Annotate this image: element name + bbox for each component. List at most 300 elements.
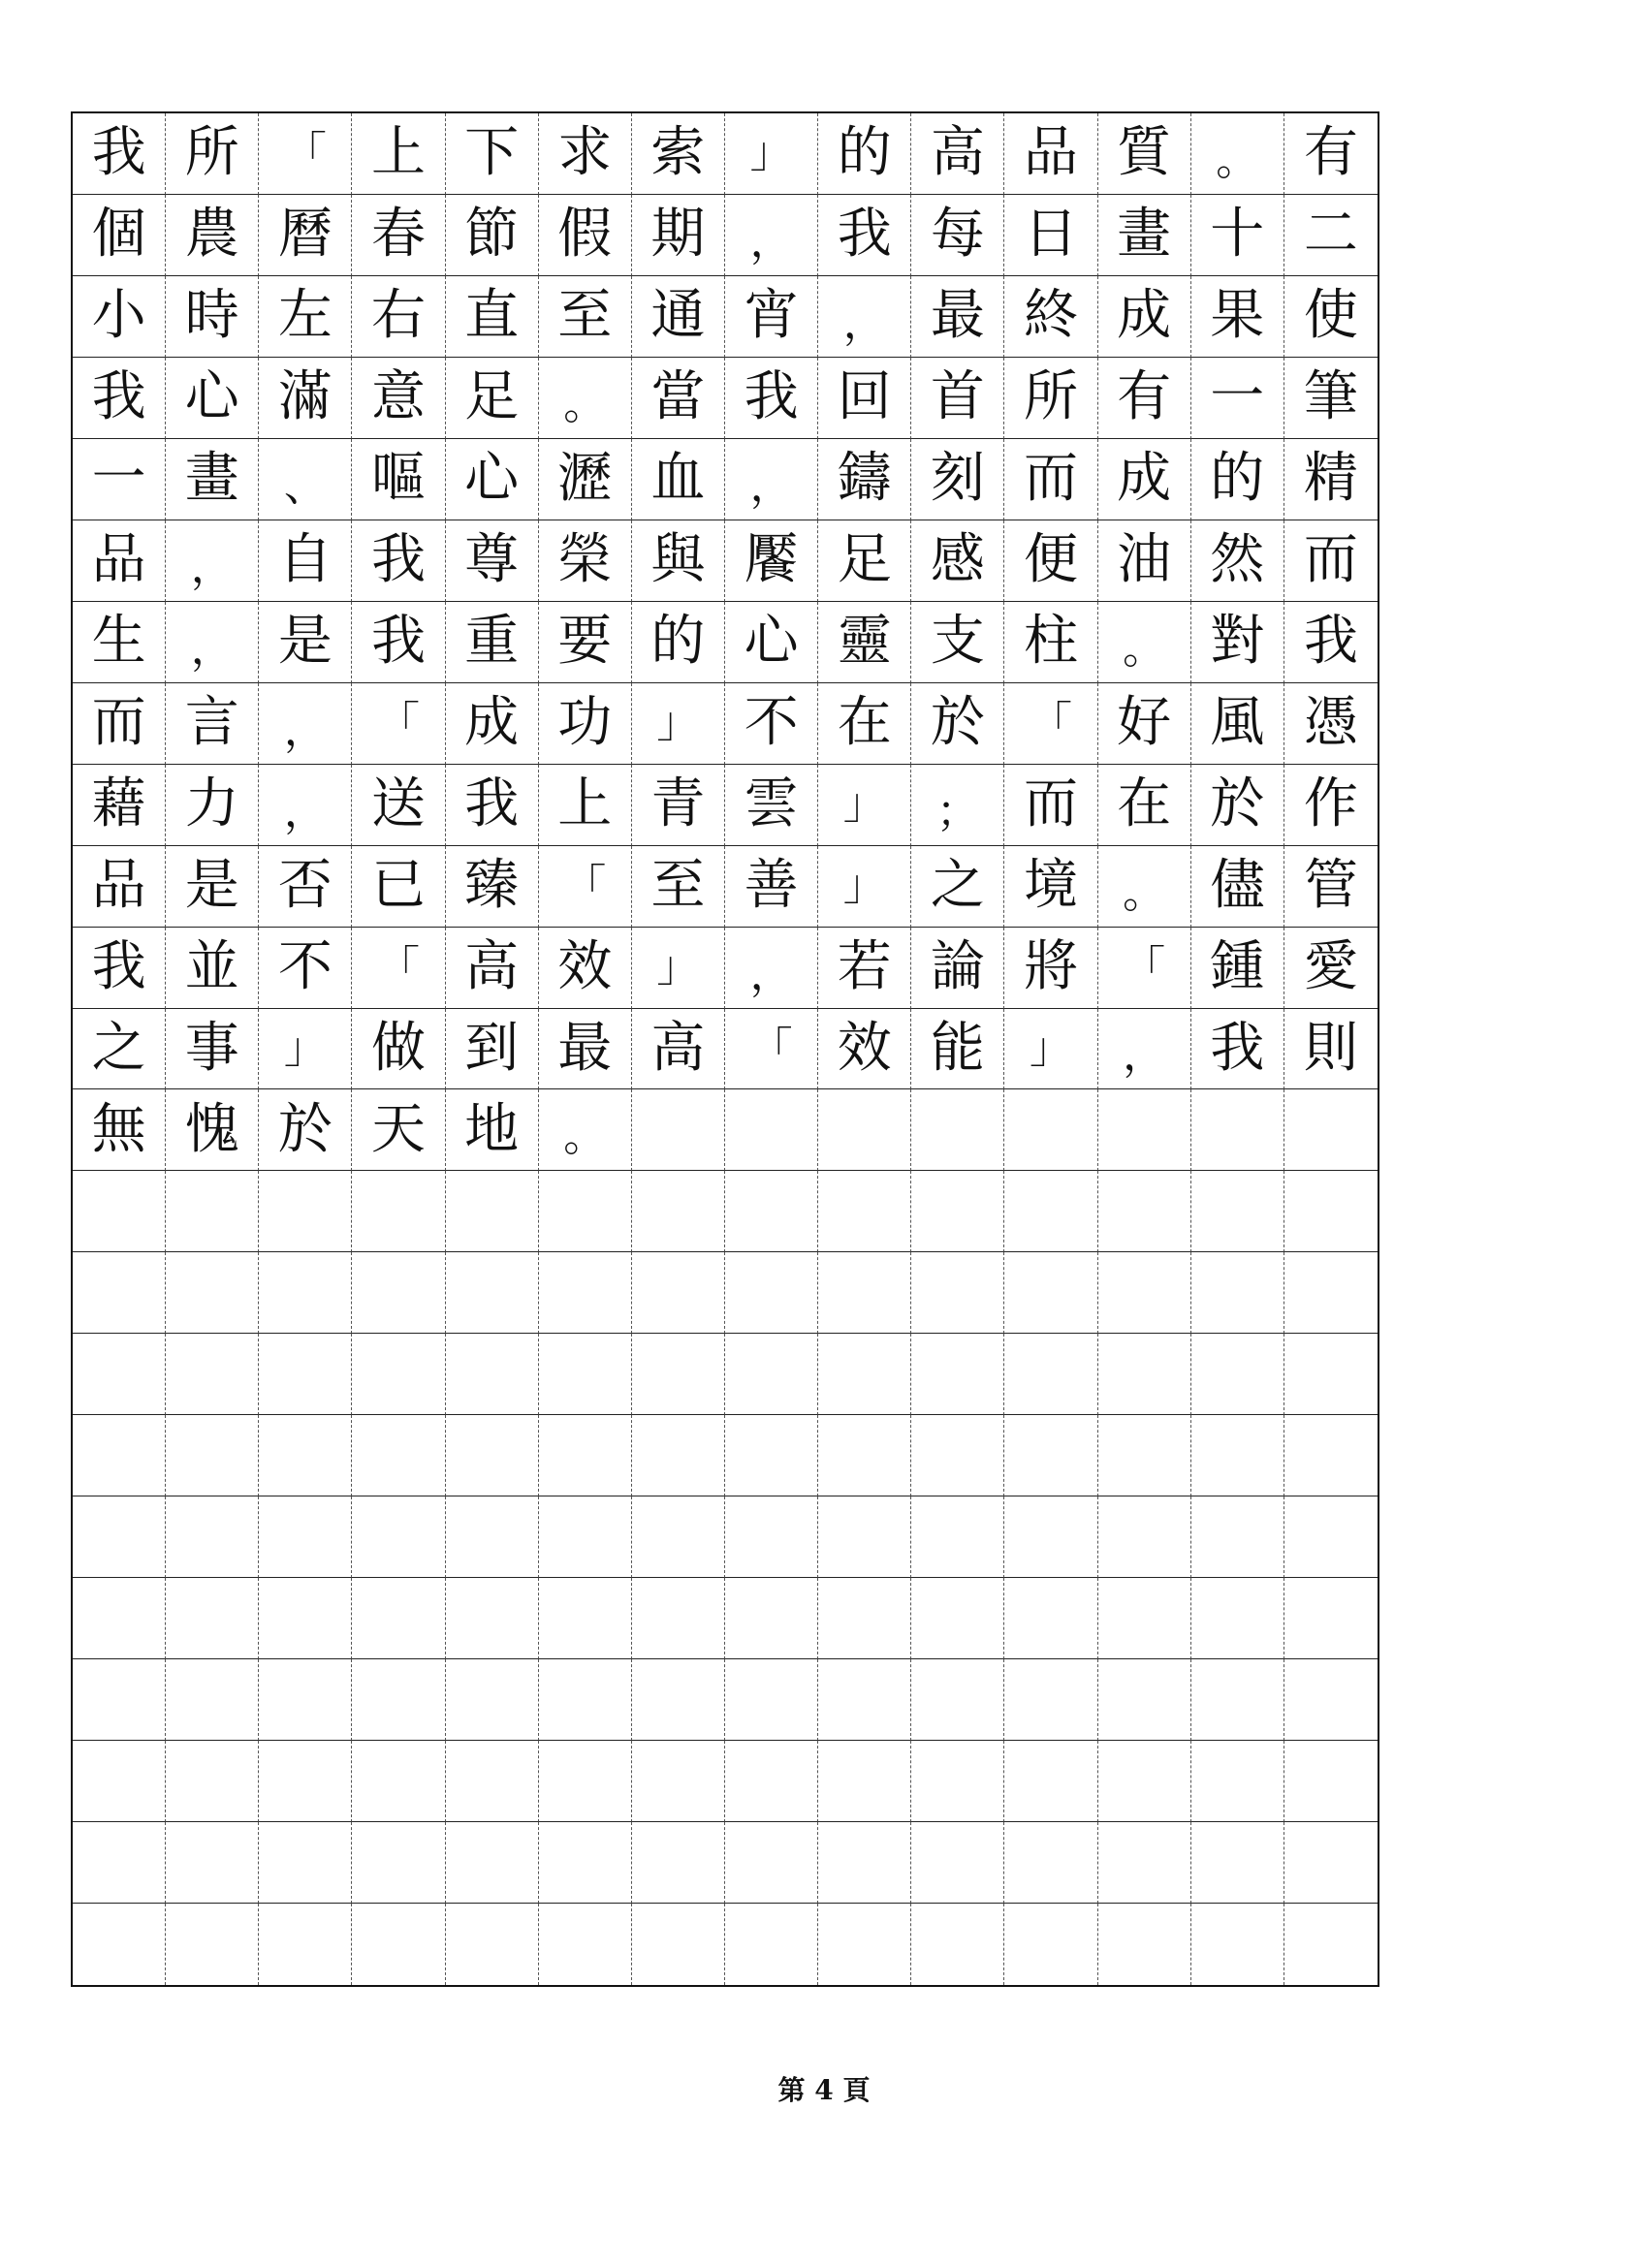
grid-cell (818, 1822, 911, 1904)
grid-character: 。 (539, 358, 632, 439)
grid-character: 效 (539, 928, 632, 1009)
grid-character: 」 (818, 846, 911, 928)
grid-cell (818, 1171, 911, 1252)
grid-cell (911, 1171, 1004, 1252)
grid-cell (725, 1496, 818, 1578)
grid-character: 品 (1004, 113, 1097, 195)
grid-cell (539, 1659, 632, 1741)
grid-character: 尊 (446, 520, 539, 602)
grid-character: 嘔 (352, 439, 445, 520)
grid-cell (1284, 1496, 1378, 1578)
grid-character: 力 (166, 765, 259, 846)
grid-character: 則 (1284, 1009, 1378, 1090)
grid-character: 風 (1191, 683, 1284, 765)
grid-character: 油 (1098, 520, 1191, 602)
grid-character: 有 (1284, 113, 1378, 195)
grid-character: 農 (166, 195, 259, 276)
grid-character: 愛 (1284, 928, 1378, 1009)
grid-cell (1284, 1171, 1378, 1252)
grid-character: ， (725, 928, 818, 1009)
grid-character: 而 (1004, 765, 1097, 846)
grid-cell (725, 1089, 818, 1171)
grid-cell (1004, 1334, 1097, 1415)
grid-cell (911, 1089, 1004, 1171)
grid-character: 雲 (725, 765, 818, 846)
grid-cell (911, 1415, 1004, 1496)
grid-cell (1191, 1904, 1284, 1985)
grid-character: 、 (259, 439, 352, 520)
grid-character: 所 (1004, 358, 1097, 439)
grid-character: 並 (166, 928, 259, 1009)
grid-character: 直 (446, 276, 539, 358)
grid-cell (1191, 1578, 1284, 1659)
grid-cell (539, 1904, 632, 1985)
grid-character: 畫 (1098, 195, 1191, 276)
grid-cell (1004, 1822, 1097, 1904)
grid-character: 地 (446, 1089, 539, 1171)
grid-character: 榮 (539, 520, 632, 602)
grid-cell (1004, 1415, 1097, 1496)
grid-character: 滿 (259, 358, 352, 439)
grid-cell (352, 1904, 445, 1985)
grid-cell (1098, 1334, 1191, 1415)
grid-cell (73, 1659, 166, 1741)
grid-cell (73, 1252, 166, 1334)
grid-character: 愧 (166, 1089, 259, 1171)
grid-cell (352, 1496, 445, 1578)
grid-character: 品 (73, 846, 166, 928)
grid-cell (911, 1578, 1004, 1659)
grid-cell (1191, 1171, 1284, 1252)
grid-cell (1098, 1089, 1191, 1171)
grid-character: 我 (725, 358, 818, 439)
grid-character: ； (911, 765, 1004, 846)
grid-character: 生 (73, 602, 166, 683)
grid-character: 是 (166, 846, 259, 928)
grid-cell (818, 1089, 911, 1171)
grid-cell (818, 1904, 911, 1985)
grid-cell (1098, 1496, 1191, 1578)
grid-character: 時 (166, 276, 259, 358)
grid-cell (632, 1252, 725, 1334)
grid-cell (1191, 1741, 1284, 1822)
grid-cell (166, 1659, 259, 1741)
grid-character: 柱 (1004, 602, 1097, 683)
grid-cell (632, 1089, 725, 1171)
grid-character: 重 (446, 602, 539, 683)
grid-cell (725, 1578, 818, 1659)
grid-cell (166, 1904, 259, 1985)
grid-cell (352, 1171, 445, 1252)
grid-character: 高 (911, 113, 1004, 195)
grid-character: 。 (1098, 846, 1191, 928)
grid-character: 便 (1004, 520, 1097, 602)
grid-character: 然 (1191, 520, 1284, 602)
grid-character: 與 (632, 520, 725, 602)
grid-cell (725, 1415, 818, 1496)
grid-cell (352, 1741, 445, 1822)
grid-character: 不 (259, 928, 352, 1009)
grid-cell (632, 1334, 725, 1415)
grid-cell (911, 1904, 1004, 1985)
grid-cell (73, 1822, 166, 1904)
grid-cell (446, 1578, 539, 1659)
grid-character: 心 (166, 358, 259, 439)
grid-character: 」 (259, 1009, 352, 1090)
grid-character: 自 (259, 520, 352, 602)
grid-character: 作 (1284, 765, 1378, 846)
grid-character: 筆 (1284, 358, 1378, 439)
grid-cell (632, 1904, 725, 1985)
grid-cell (539, 1578, 632, 1659)
grid-cell (1191, 1334, 1284, 1415)
grid-character: 」 (818, 765, 911, 846)
grid-character: 下 (446, 113, 539, 195)
grid-character: 」 (1004, 1009, 1097, 1090)
grid-cell (1284, 1904, 1378, 1985)
grid-character: 於 (259, 1089, 352, 1171)
grid-cell (1284, 1334, 1378, 1415)
grid-cell (725, 1904, 818, 1985)
grid-cell (1004, 1089, 1097, 1171)
grid-cell (539, 1496, 632, 1578)
grid-character: 做 (352, 1009, 445, 1090)
grid-cell (539, 1741, 632, 1822)
grid-cell (259, 1252, 352, 1334)
grid-cell (259, 1659, 352, 1741)
grid-cell (1284, 1578, 1378, 1659)
grid-character: 最 (539, 1009, 632, 1090)
grid-character: ， (725, 195, 818, 276)
grid-character: 所 (166, 113, 259, 195)
grid-character: 至 (539, 276, 632, 358)
grid-cell (725, 1252, 818, 1334)
grid-cell (818, 1252, 911, 1334)
grid-character: 管 (1284, 846, 1378, 928)
grid-character: 能 (911, 1009, 1004, 1090)
grid-cell (352, 1334, 445, 1415)
grid-cell (1191, 1496, 1284, 1578)
grid-character: 至 (632, 846, 725, 928)
grid-cell (1284, 1822, 1378, 1904)
grid-cell (1004, 1904, 1097, 1985)
grid-cell (1098, 1578, 1191, 1659)
grid-character: 饜 (725, 520, 818, 602)
grid-character: 否 (259, 846, 352, 928)
grid-cell (446, 1415, 539, 1496)
grid-cell (259, 1496, 352, 1578)
grid-character: 個 (73, 195, 166, 276)
grid-character: 足 (446, 358, 539, 439)
grid-cell (166, 1171, 259, 1252)
grid-character: 一 (73, 439, 166, 520)
grid-cell (1098, 1252, 1191, 1334)
grid-character: 「 (1098, 928, 1191, 1009)
writing-grid (71, 111, 1379, 1987)
grid-cell (1004, 1171, 1097, 1252)
grid-cell (166, 1334, 259, 1415)
grid-cell (259, 1904, 352, 1985)
grid-cell (446, 1741, 539, 1822)
grid-character: 言 (166, 683, 259, 765)
grid-character: 求 (539, 113, 632, 195)
grid-character: 使 (1284, 276, 1378, 358)
grid-character: 「 (725, 1009, 818, 1090)
grid-character: 回 (818, 358, 911, 439)
grid-cell (632, 1659, 725, 1741)
grid-character: 假 (539, 195, 632, 276)
grid-cell (73, 1496, 166, 1578)
grid-character: 精 (1284, 439, 1378, 520)
grid-character: 憑 (1284, 683, 1378, 765)
grid-character: 功 (539, 683, 632, 765)
grid-cell (352, 1252, 445, 1334)
grid-character: 成 (1098, 439, 1191, 520)
grid-character: 「 (259, 113, 352, 195)
grid-cell (352, 1659, 445, 1741)
grid-cell (632, 1171, 725, 1252)
grid-character: 我 (352, 602, 445, 683)
grid-character: 將 (1004, 928, 1097, 1009)
grid-cell (259, 1171, 352, 1252)
grid-character: 。 (1191, 113, 1284, 195)
grid-cell (1098, 1822, 1191, 1904)
grid-cell (818, 1659, 911, 1741)
grid-cell (818, 1741, 911, 1822)
grid-cell (1004, 1578, 1097, 1659)
grid-character: ， (259, 683, 352, 765)
grid-character: 。 (539, 1089, 632, 1171)
grid-character: 每 (911, 195, 1004, 276)
grid-cell (818, 1496, 911, 1578)
grid-character: 已 (352, 846, 445, 928)
grid-character: 節 (446, 195, 539, 276)
grid-cell (352, 1578, 445, 1659)
grid-cell (259, 1415, 352, 1496)
grid-character: ， (725, 439, 818, 520)
grid-character: 我 (1284, 602, 1378, 683)
grid-character: 小 (73, 276, 166, 358)
grid-character: 高 (632, 1009, 725, 1090)
grid-character: 我 (352, 520, 445, 602)
grid-character: 左 (259, 276, 352, 358)
grid-cell (725, 1334, 818, 1415)
grid-cell (911, 1659, 1004, 1741)
grid-cell (911, 1741, 1004, 1822)
grid-character: 質 (1098, 113, 1191, 195)
grid-character: 效 (818, 1009, 911, 1090)
grid-cell (1284, 1659, 1378, 1741)
grid-character: 若 (818, 928, 911, 1009)
grid-character: 在 (1098, 765, 1191, 846)
grid-character: 對 (1191, 602, 1284, 683)
grid-character: 二 (1284, 195, 1378, 276)
grid-cell (1004, 1659, 1097, 1741)
grid-character: 於 (911, 683, 1004, 765)
grid-character: 期 (632, 195, 725, 276)
grid-character: 十 (1191, 195, 1284, 276)
grid-character: 而 (73, 683, 166, 765)
grid-cell (166, 1741, 259, 1822)
grid-character: 我 (818, 195, 911, 276)
grid-cell (166, 1496, 259, 1578)
grid-character: 無 (73, 1089, 166, 1171)
grid-character: 「 (539, 846, 632, 928)
grid-cell (1004, 1741, 1097, 1822)
grid-character: 日 (1004, 195, 1097, 276)
grid-character: 之 (73, 1009, 166, 1090)
grid-character: 我 (1191, 1009, 1284, 1090)
grid-cell (446, 1252, 539, 1334)
grid-character: 青 (632, 765, 725, 846)
grid-character: 「 (352, 928, 445, 1009)
grid-character: 好 (1098, 683, 1191, 765)
grid-character: 我 (73, 928, 166, 1009)
grid-cell (539, 1334, 632, 1415)
grid-character: 臻 (446, 846, 539, 928)
grid-character: ， (818, 276, 911, 358)
grid-character: 靈 (818, 602, 911, 683)
grid-character: 果 (1191, 276, 1284, 358)
grid-cell (632, 1822, 725, 1904)
grid-cell (1004, 1496, 1097, 1578)
grid-character: 刻 (911, 439, 1004, 520)
grid-cell (818, 1415, 911, 1496)
grid-character: 境 (1004, 846, 1097, 928)
grid-character: 右 (352, 276, 445, 358)
grid-character: 畫 (166, 439, 259, 520)
grid-character: ， (1098, 1009, 1191, 1090)
grid-character: 」 (725, 113, 818, 195)
grid-character: 是 (259, 602, 352, 683)
grid-cell (73, 1415, 166, 1496)
grid-cell (632, 1415, 725, 1496)
grid-character: 血 (632, 439, 725, 520)
grid-character: 感 (911, 520, 1004, 602)
grid-character: 事 (166, 1009, 259, 1090)
grid-character: 上 (539, 765, 632, 846)
grid-character: 而 (1004, 439, 1097, 520)
grid-cell (539, 1252, 632, 1334)
grid-cell (259, 1741, 352, 1822)
grid-character: 。 (1098, 602, 1191, 683)
grid-character: 最 (911, 276, 1004, 358)
grid-cell (166, 1252, 259, 1334)
grid-character: 鑄 (818, 439, 911, 520)
grid-cell (725, 1659, 818, 1741)
grid-cell (446, 1496, 539, 1578)
grid-character: 而 (1284, 520, 1378, 602)
grid-cell (446, 1904, 539, 1985)
grid-character: 的 (1191, 439, 1284, 520)
grid-cell (1284, 1252, 1378, 1334)
page-number: 第 4 頁 (777, 2074, 871, 2106)
grid-character: 上 (352, 113, 445, 195)
grid-cell (259, 1578, 352, 1659)
grid-cell (73, 1578, 166, 1659)
grid-character: 」 (632, 928, 725, 1009)
grid-cell (1191, 1659, 1284, 1741)
grid-cell (725, 1171, 818, 1252)
grid-cell (446, 1822, 539, 1904)
grid-cell (446, 1171, 539, 1252)
grid-cell (911, 1822, 1004, 1904)
grid-character: 要 (539, 602, 632, 683)
grid-cell (539, 1415, 632, 1496)
grid-character: 在 (818, 683, 911, 765)
grid-character: 有 (1098, 358, 1191, 439)
grid-cell (166, 1578, 259, 1659)
grid-cell (1284, 1415, 1378, 1496)
grid-character: 終 (1004, 276, 1097, 358)
grid-cell (1284, 1741, 1378, 1822)
grid-character: 通 (632, 276, 725, 358)
grid-cell (73, 1334, 166, 1415)
grid-cell (73, 1904, 166, 1985)
grid-character: 「 (1004, 683, 1097, 765)
grid-cell (632, 1741, 725, 1822)
grid-cell (818, 1334, 911, 1415)
grid-character: 我 (73, 113, 166, 195)
grid-cell (1191, 1822, 1284, 1904)
grid-character: 到 (446, 1009, 539, 1090)
grid-cell (446, 1659, 539, 1741)
grid-cell (1004, 1252, 1097, 1334)
grid-character: 天 (352, 1089, 445, 1171)
grid-cell (725, 1741, 818, 1822)
grid-cell (259, 1822, 352, 1904)
grid-character: 索 (632, 113, 725, 195)
grid-cell (1284, 1089, 1378, 1171)
grid-cell (725, 1822, 818, 1904)
grid-cell (1191, 1089, 1284, 1171)
grid-cell (539, 1171, 632, 1252)
grid-character: 一 (1191, 358, 1284, 439)
grid-character: 不 (725, 683, 818, 765)
grid-character: 足 (818, 520, 911, 602)
grid-character: 當 (632, 358, 725, 439)
grid-character: 的 (632, 602, 725, 683)
grid-cell (1098, 1904, 1191, 1985)
grid-character: 宵 (725, 276, 818, 358)
grid-character: 論 (911, 928, 1004, 1009)
grid-character: ， (166, 520, 259, 602)
grid-cell (1191, 1252, 1284, 1334)
grid-character: 我 (446, 765, 539, 846)
grid-character: 春 (352, 195, 445, 276)
grid-character: 支 (911, 602, 1004, 683)
grid-cell (911, 1252, 1004, 1334)
grid-character: 意 (352, 358, 445, 439)
grid-cell (352, 1415, 445, 1496)
grid-character: 鍾 (1191, 928, 1284, 1009)
grid-cell (166, 1822, 259, 1904)
grid-character: 首 (911, 358, 1004, 439)
grid-character: 於 (1191, 765, 1284, 846)
grid-character: 「 (352, 683, 445, 765)
grid-character: ， (166, 602, 259, 683)
grid-character: 我 (73, 358, 166, 439)
grid-character: 成 (446, 683, 539, 765)
grid-character: 藉 (73, 765, 166, 846)
grid-character: 心 (725, 602, 818, 683)
grid-character: 的 (818, 113, 911, 195)
grid-cell (632, 1496, 725, 1578)
grid-cell (1098, 1741, 1191, 1822)
grid-cell (1098, 1659, 1191, 1741)
grid-cell (352, 1822, 445, 1904)
grid-cell (1191, 1415, 1284, 1496)
